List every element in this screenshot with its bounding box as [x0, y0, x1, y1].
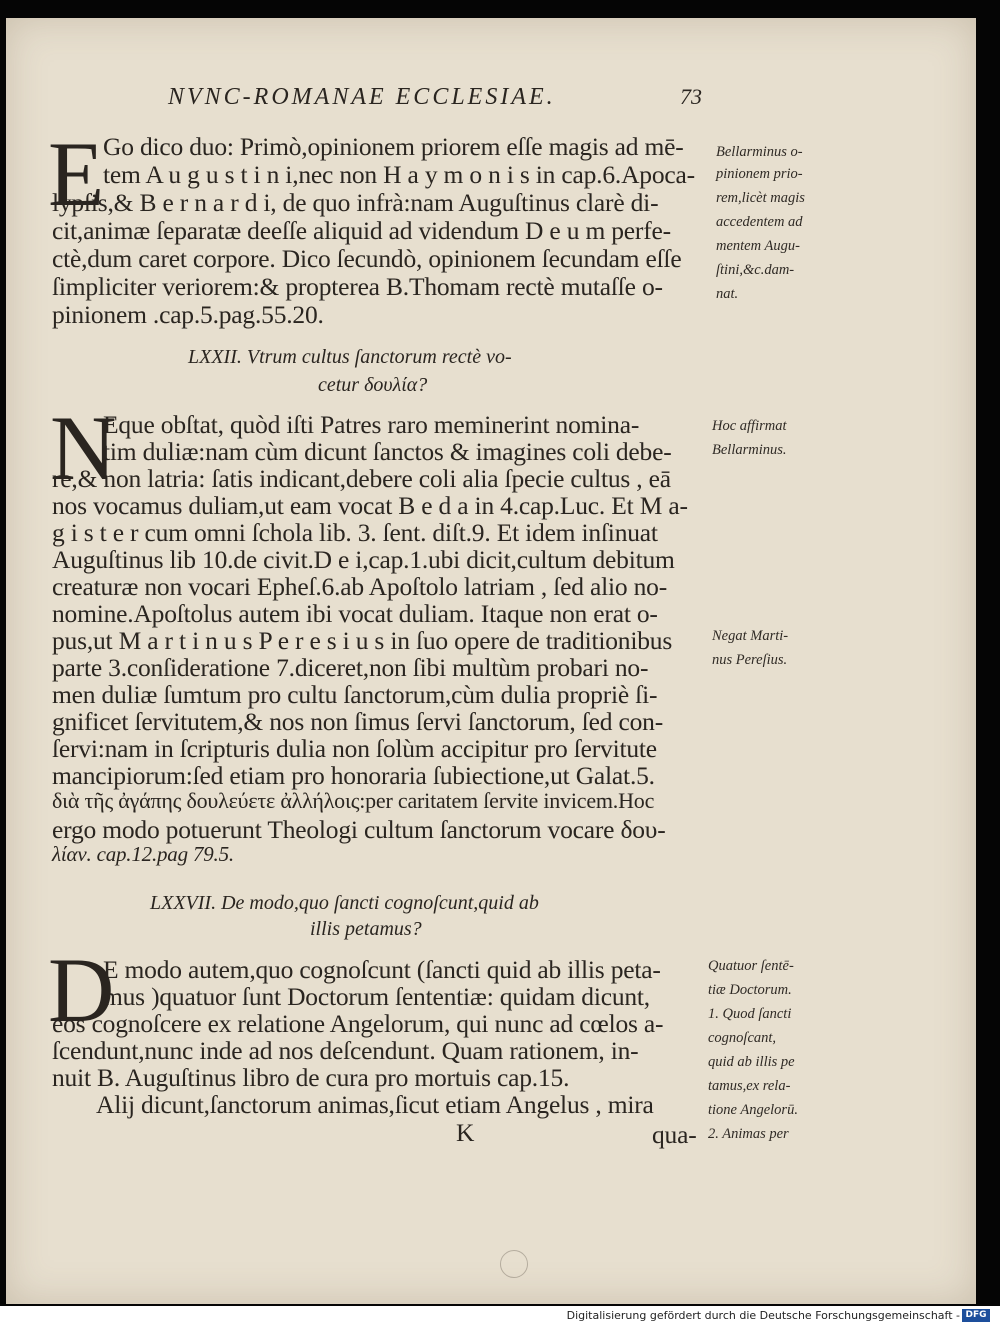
catchword: qua-: [652, 1120, 697, 1149]
margin-note-line: 2. Animas per: [708, 1126, 789, 1142]
text-line: ſimpliciter veriorem:& propterea B.Thomam rectè mutaſſe o-: [52, 272, 663, 301]
page-number: 73: [680, 84, 702, 109]
section-heading: LXXVII. De modo,quo ſancti cognoſcunt,quid ab: [150, 892, 539, 914]
text-line: lypſis,& B e r n a r d i, de quo infrà:nam Auguſtinus clarè di-: [52, 188, 659, 217]
margin-note-line: nat.: [716, 286, 739, 302]
text-line: cit,animæ ſeparatæ deeſſe aliquid ad videndum D e u m perfe-: [52, 216, 671, 245]
text-line: διὰ τῆς ἀγάπης δουλεύετε ἀλλήλοις:per caritatem ſervite invicem.Hoc: [52, 788, 655, 813]
text-line: pinionem .cap.5.pag.55.20.: [52, 300, 324, 329]
text-line: men duliæ ſumtum pro cultu ſanctorum,cùm dulia propriè ſi-: [52, 680, 658, 709]
text-line: g i s t e r cum omni ſchola lib. 3. ſent. diſt.9. Et idem inſinuat: [52, 518, 658, 547]
margin-note-line: pinionem prio-: [716, 166, 803, 182]
margin-note-line: rem,licèt magis: [716, 190, 805, 206]
text-line: nuit B. Auguſtinus libro de cura pro mortuis cap.15.: [52, 1063, 570, 1092]
text-line: ſervi:nam in ſcripturis dulia non ſolùm accipitur pro ſervitute: [52, 734, 657, 763]
margin-note-line: tiæ Doctorum.: [708, 982, 792, 998]
drop-cap-n: N: [50, 397, 117, 499]
margin-note-line: cognoſcant,: [708, 1030, 777, 1046]
margin-note-line: Bellarminus o-: [716, 144, 803, 160]
margin-note-line: tione Angelorū.: [708, 1102, 798, 1118]
signature-mark: K: [456, 1118, 475, 1147]
credit-text: Digitalisierung gefördert durch die Deutsche Forschungsgemeinschaft -: [566, 1309, 960, 1322]
library-stamp: [500, 1250, 528, 1278]
text-line: gnificet ſervitutem,& nos non ſimus ſervi ſanctorum, ſed con-: [52, 707, 663, 736]
margin-note-line: quid ab illis pe: [708, 1054, 795, 1070]
margin-note-line: Bellarminus.: [712, 442, 787, 458]
text-line: tem A u g u s t i n i,nec non H a y m o n i s in cap.6.Apoca-: [103, 160, 695, 189]
text-line: mus )quatuor ſunt Doctorum ſententiæ: quidam dicunt,: [103, 982, 650, 1011]
text-line: ſcendunt,nunc inde ad nos deſcendunt. Quam rationem, in-: [52, 1036, 639, 1065]
text-line: Eque obſtat, quòd iſti Patres raro meminerint nomina-: [103, 410, 640, 439]
section-heading: illis petamus?: [310, 918, 422, 940]
text-line: creaturæ non vocari Epheſ.6.ab Apoſtolo latriam , ſed alio no-: [52, 572, 668, 601]
drop-cap-e: E: [48, 123, 105, 225]
text-line: Go dico duo: Primò,opinionem priorem eſſe magis ad mē-: [103, 132, 684, 161]
text-line: mancipiorum:ſed etiam pro honoraria ſubiectione,ut Galat.5.: [52, 761, 655, 790]
text-line: parte 3.conſideratione 7.diceret,non ſibi multùm probari no-: [52, 653, 649, 682]
margin-note-line: Negat Marti-: [712, 628, 789, 644]
text-line: nomine.Apoſtolus autem ibi vocat duliam. Itaque non erat o-: [52, 599, 658, 628]
section-heading: cetur δουλία?: [318, 374, 428, 396]
text-line: λίαν. cap.12.pag 79.5.: [52, 842, 234, 866]
margin-note-line: accedentem ad: [716, 214, 803, 230]
margin-note-line: Hoc affirmat: [712, 418, 787, 434]
margin-note-line: Quatuor ſentē-: [708, 958, 794, 974]
margin-note-line: tamus,ex rela-: [708, 1078, 791, 1094]
text-line: re,& non latria: ſatis indicant,debere coli alia ſpecie cultus , eā: [52, 464, 671, 493]
text-line: ctè,dum caret corpore. Dico ſecundò, opinionem ſecundam eſſe: [52, 244, 682, 273]
margin-note-line: ſtini,&c.dam-: [716, 262, 795, 278]
text-line: tim duliæ:nam cùm dicunt ſanctos & imagines coli debe-: [103, 437, 672, 466]
text-line: ergo modo potuerunt Theologi cultum ſanctorum vocare δου-: [52, 815, 666, 844]
margin-note-line: mentem Augu-: [716, 238, 800, 254]
drop-cap-d: D: [48, 939, 115, 1041]
text-line: E modo autem,quo cognoſcunt (ſancti quid ab illis peta-: [103, 955, 661, 984]
text-line: eos cognoſcere ex relatione Angelorum, qui nunc ad cœlos a-: [52, 1009, 664, 1038]
text-line: Auguſtinus lib 10.de civit.D e i,cap.1.ubi dicit,cultum debitum: [52, 545, 675, 574]
margin-note-line: nus Pereſius.: [712, 652, 788, 668]
text-line: pus,ut M a r t i n u s P e r e s i u s in ſuo opere de traditionibus: [52, 626, 673, 655]
margin-note-line: 1. Quod ſancti: [708, 1006, 792, 1022]
text-line: nos vocamus duliam,ut eam vocat B e d a in 4.cap.Luc. Et M a-: [52, 491, 688, 520]
text-line: Alij dicunt,ſanctorum animas,ſicut etiam Angelus , mira: [96, 1090, 654, 1119]
section-heading: LXXII. Vtrum cultus ſanctorum rectè vo-: [188, 346, 512, 368]
running-head: NVNC-ROMANAE ECCLESIAE.: [168, 84, 556, 110]
dfg-logo: DFG: [962, 1309, 990, 1322]
